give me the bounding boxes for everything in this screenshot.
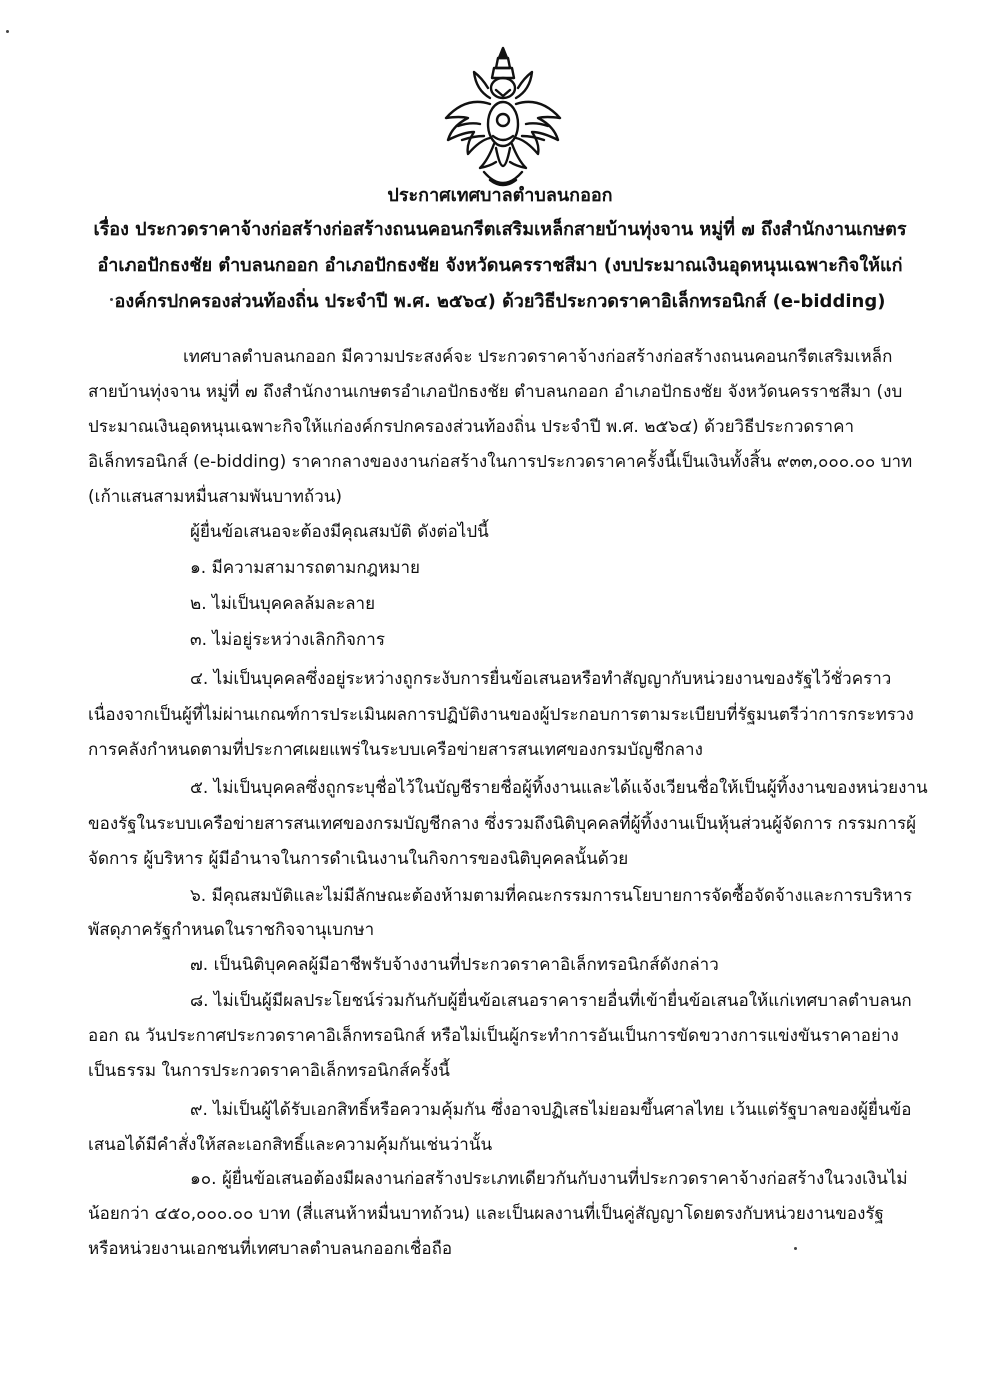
qualification-item-continued: จัดการ ผู้บริหาร ผู้มีอำนาจในการดำเนินงานในกิจการของนิติบุคคลนั้นด้วย: [88, 849, 629, 869]
qualification-item-continued: เป็นธรรม ในการประกวดราคาอิเล็กทรอนิกส์ครั้งนี้: [88, 1061, 450, 1081]
qualification-item-continued: การคลังกำหนดตามที่ประกาศเผยแพร่ในระบบเครือข่ายสารสนเทศของกรมบัญชีกลาง: [88, 740, 703, 760]
intro-line: (เก้าแสนสามหมื่นสามพันบาทถ้วน): [88, 487, 342, 507]
subject-line: องค์กรปกครองส่วนท้องถิ่น ประจำปี พ.ศ. ๒๕๖๔) ด้วยวิธีประกวดราคาอิเล็กทรอนิกส์ (e-bidding): [114, 291, 886, 312]
qualification-item: ๕. ไม่เป็นบุคคลซึ่งถูกระบุชื่อไว้ในบัญชีรายชื่อผู้ทิ้งงานและได้แจ้งเวียนชื่อให้เป็นผู้ทิ้งงานของหน่วยงาน: [190, 778, 928, 798]
page-title: ประกาศเทศบาลตำบลนกออก: [387, 185, 613, 206]
qualification-item: ๑. มีความสามารถตามกฎหมาย: [190, 558, 420, 578]
subject-line: อำเภอปักธงชัย ตำบลนกออก อำเภอปักธงชัย จังหวัดนครราชสีมา (งบประมาณเงินอุดหนุนเฉพาะกิจให้แก่: [97, 255, 903, 276]
qualification-item: ๙. ไม่เป็นผู้ได้รับเอกสิทธิ์หรือความคุ้มกัน ซึ่งอาจปฏิเสธไม่ยอมขึ้นศาลไทย เว้นแต่รัฐบาลของผู้ยื่นข้อ: [190, 1100, 912, 1120]
qualification-item: ๓. ไม่อยู่ระหว่างเลิกกิจการ: [190, 630, 385, 650]
qualification-item: ๑๐. ผู้ยื่นข้อเสนอต้องมีผลงานก่อสร้างประเภทเดียวกันกับงานที่ประกวดราคาจ้างก่อสร้างในวงเงินไม่: [190, 1169, 908, 1189]
subject-line: เรื่อง ประกวดราคาจ้างก่อสร้างก่อสร้างถนนคอนกรีตเสริมเหล็กสายบ้านทุ่งจาน หมู่ที่ ๗ ถึงสำนักงานเกษตร: [93, 219, 907, 240]
intro-line: อิเล็กทรอนิกส์ (e-bidding) ราคากลางของงานก่อสร้างในการประกวดราคาครั้งนี้เป็นเงินทั้งสิ้น ๙๓๓,๐๐๐.๐๐ บาท: [88, 452, 913, 472]
qualification-item: ๗. เป็นนิติบุคคลผู้มีอาชีพรับจ้างงานที่ประกวดราคาอิเล็กทรอนิกส์ดังกล่าว: [190, 955, 719, 975]
qualification-item: ๔. ไม่เป็นบุคคลซึ่งอยู่ระหว่างถูกระงับการยื่นข้อเสนอหรือทำสัญญากับหน่วยงานของรัฐไว้ชั่วคราว: [190, 669, 892, 689]
qualification-item-continued: หรือหน่วยงานเอกชนที่เทศบาลตำบลนกออกเชื่อถือ: [88, 1239, 453, 1259]
qualifications-heading: ผู้ยื่นข้อเสนอจะต้องมีคุณสมบัติ ดังต่อไปนี้: [190, 522, 489, 542]
qualification-item-continued: เนื่องจากเป็นผู้ที่ไม่ผ่านเกณฑ์การประเมินผลการปฏิบัติงานของผู้ประกอบการตามระเบียบที่รัฐมนตรีว่าการกระทรวง: [88, 705, 914, 725]
scan-speck: [6, 30, 9, 33]
qualification-item-continued: ของรัฐในระบบเครือข่ายสารสนเทศของกรมบัญชีกลาง ซึ่งรวมถึงนิติบุคคลที่ผู้ทิ้งงานเป็นหุ้นส่วนผู้จัดการ กรรมการผู้: [88, 814, 917, 834]
qualification-item-continued: เสนอได้มีคำสั่งให้สละเอกสิทธิ์และความคุ้มกันเช่นว่านั้น: [88, 1135, 493, 1155]
qualification-item-continued: ออก ณ วันประกาศประกวดราคาอิเล็กทรอนิกส์ หรือไม่เป็นผู้กระทำการอันเป็นการขัดขวางการแข่งขันราคาอย่าง: [88, 1026, 899, 1046]
qualification-item: ๘. ไม่เป็นผู้มีผลประโยชน์ร่วมกันกับผู้ยื่นข้อเสนอราคารายอื่นที่เข้ายื่นข้อเสนอให้แก่เทศบาลตำบลนก: [190, 991, 912, 1011]
scan-speck: [110, 298, 113, 301]
qualification-item: ๒. ไม่เป็นบุคคลล้มละลาย: [190, 594, 376, 614]
intro-line: เทศบาลตำบลนกออก มีความประสงค์จะ ประกวดราคาจ้างก่อสร้างก่อสร้างถนนคอนกรีตเสริมเหล็ก: [183, 347, 893, 367]
intro-line: สายบ้านทุ่งจาน หมู่ที่ ๗ ถึงสำนักงานเกษตรอำเภอปักธงชัย ตำบลนกออก อำเภอปักธงชัย จังหวัดนครราชสีมา (งบ: [88, 382, 903, 402]
qualification-item-continued: พัสดุภาครัฐกำหนดในราชกิจจานุเบกษา: [88, 920, 375, 940]
garuda-emblem-icon: [438, 44, 568, 194]
qualification-item-continued: น้อยกว่า ๔๕๐,๐๐๐.๐๐ บาท (สี่แสนห้าหมื่นบาทถ้วน) และเป็นผลงานที่เป็นคู่สัญญาโดยตรงกับหน่วยงานของรัฐ: [88, 1204, 884, 1224]
qualification-item: ๖. มีคุณสมบัติและไม่มีลักษณะต้องห้ามตามที่คณะกรรมการนโยบายการจัดซื้อจัดจ้างและการบริหาร: [190, 886, 912, 906]
intro-line: ประมาณเงินอุดหนุนเฉพาะกิจให้แก่องค์กรปกครองส่วนท้องถิ่น ประจำปี พ.ศ. ๒๕๖๔) ด้วยวิธีประกวดราคา: [88, 417, 854, 437]
scan-speck: [794, 1247, 797, 1250]
